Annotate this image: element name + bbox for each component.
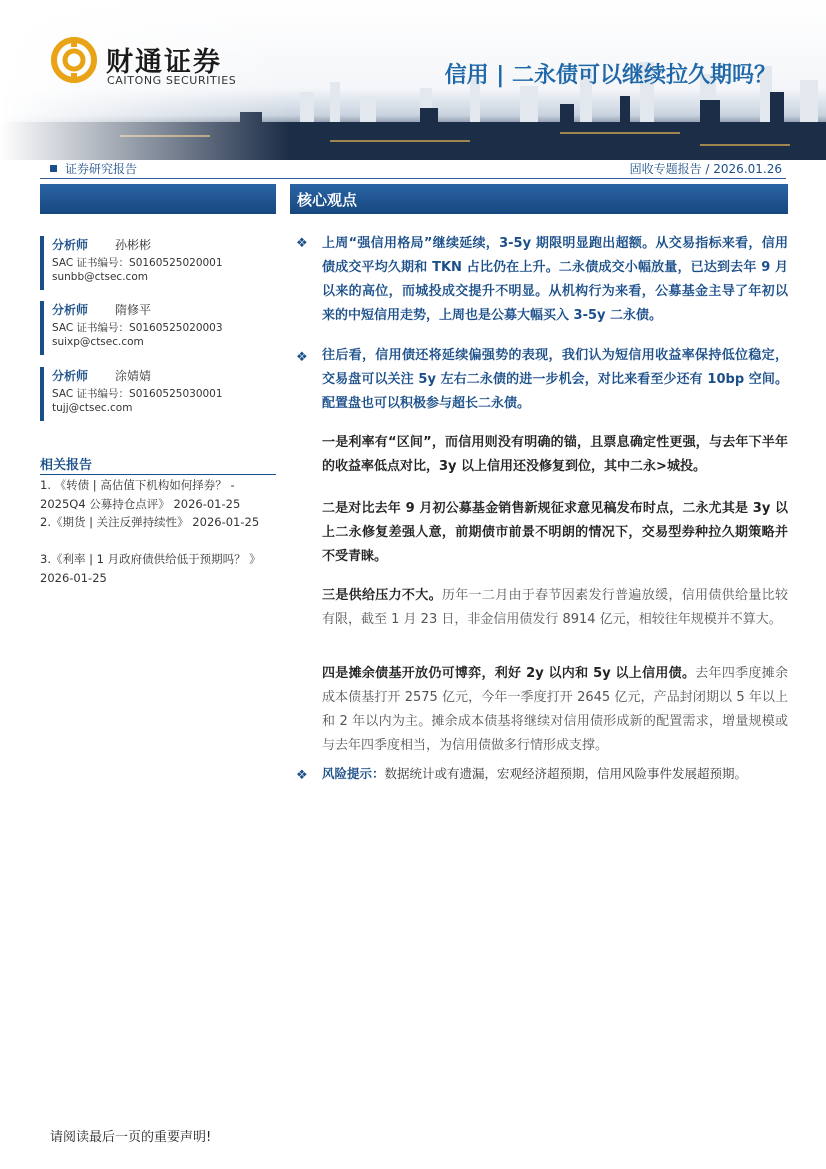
- reason-four-paragraph: [322, 662, 788, 758]
- risk-warning: [322, 762, 788, 786]
- analyst-cert: SAC 证书编号：S0160525020001: [52, 257, 223, 269]
- diamond-bullet-icon: ❖: [296, 768, 308, 783]
- related-reports-title: 相关报告: [40, 458, 93, 473]
- reason-one-paragraph: [322, 431, 788, 479]
- report-type-text: 证券研究报告: [65, 162, 138, 176]
- analyst-role: 分析师: [52, 238, 89, 252]
- header-divider: [40, 178, 786, 179]
- analyst-accent-bar: [40, 367, 44, 421]
- analyst-card: [40, 367, 276, 421]
- analyst-email[interactable]: sunbb@ctsec.com: [52, 271, 148, 283]
- logo-chinese-name: 财通证券: [106, 47, 222, 78]
- core-view-title: 核心观点: [297, 191, 358, 209]
- analyst-email[interactable]: suixp@ctsec.com: [52, 336, 144, 348]
- analyst-card: [40, 301, 276, 355]
- analyst-email[interactable]: tujj@ctsec.com: [52, 402, 133, 414]
- report-title: 信用 | 二永债可以继续拉久期吗？: [444, 63, 776, 88]
- diamond-bullet-icon: ❖: [296, 350, 308, 365]
- analyst-role: 分析师: [52, 303, 89, 317]
- company-logo: [50, 36, 250, 94]
- analyst-cert: SAC 证书编号：S0160525030001: [52, 388, 223, 400]
- related-report-item[interactable]: 2.《期货 | 关注反弹持续性》 2026-01-25: [40, 515, 260, 529]
- analyst-cert: SAC 证书编号：S0160525020003: [52, 322, 223, 334]
- analyst-accent-bar: [40, 236, 44, 290]
- caitong-logo-icon: [50, 36, 98, 84]
- analyst-name: 孙彬彬: [115, 238, 152, 252]
- analyst-role: 分析师: [52, 369, 89, 383]
- analyst-name: 隋修平: [115, 303, 152, 317]
- report-type-label: [50, 160, 137, 177]
- related-report-item[interactable]: 1. 《转债 | 高估值下机构如何择券？ - 2025Q4 公募持仓点评》 2026-01-25: [40, 478, 241, 511]
- core-view-bar: [290, 184, 788, 214]
- analyst-name: 涂婧婧: [115, 369, 152, 383]
- outlook-paragraph: 往后看，信用债还将延续偏强势的表现，我们认为短信用收益率保持低位稳定，交易盘可以关注 5y 左右二永债的进一步机会，对比来看至少还有 10bp 空间。配置盘也可以积极参与超长二永债。: [322, 348, 788, 411]
- disclaimer-footer: 请阅读最后一页的重要声明!: [50, 1130, 212, 1145]
- related-report-item[interactable]: 3.《利率 | 1 月政府债供给低于预期吗？ 》2026-01-25: [40, 552, 261, 585]
- reason-two-text: 二是对比去年 9 月初公募基金销售新规征求意见稿发布时点，二永尤其是 3y 以上二永修复差强人意，前期债市前景不明朗的情况下，交易型券种拉久期策略并不受青睐。: [322, 501, 788, 564]
- square-bullet-icon: [50, 165, 57, 172]
- analyst-card: [40, 236, 276, 290]
- analyst-accent-bar: [40, 301, 44, 355]
- report-category-date: 固收专题报告 / 2026.01.26: [629, 162, 782, 176]
- reason-three-text: 历年一二月由于春节因素发行普遍放缓，信用债供给量比较有限，截至 1 月 23 日，非金信用债发行 8914 亿元，相较往年规模并不算大。: [322, 588, 788, 627]
- reason-three-paragraph: [322, 584, 788, 632]
- reason-three-lead: 三是供给压力不大。: [322, 588, 442, 603]
- diamond-bullet-icon: ❖: [296, 236, 308, 251]
- related-reports-divider: [40, 474, 276, 475]
- reason-one-text: 一是利率有“区间”，而信用则没有明确的锚，且票息确定性更强，与去年下半年的收益率低点对比，3y 以上信用还没修复到位，其中二永>城投。: [322, 435, 788, 474]
- reason-four-lead: 四是摊余债基开放仍可博弈，利好 2y 以内和 5y 以上信用债。: [322, 666, 696, 681]
- risk-text: 数据统计或有遗漏，宏观经济超预期，信用风险事件发展超预期。: [384, 766, 748, 781]
- page-header: [0, 0, 826, 160]
- reason-two-paragraph: [322, 497, 788, 569]
- risk-label: 风险提示：: [322, 766, 385, 781]
- sidebar-header-bar: [40, 184, 276, 214]
- reason-four-text: 去年四季度摊余成本债基打开 2575 亿元，今年一季度打开 2645 亿元，产品封闭期以 5 年以上和 2 年以内为主。摊余成本债基将继续对信用债形成新的配置需求，增量规模或与去年四季度相当，为信用债做多行情形成支撑。: [322, 666, 788, 753]
- summary-paragraph: 上周“强信用格局”继续延续，3-5y 期限明显跑出超额。从交易指标来看，信用债成交平均久期和 TKN 占比仍在上升。二永债成交小幅放量，已达到去年 9 月以来的高位，而城投成交提升不明显。从机构行为来看，公募基金主导了年初以来的中短信用走势，上周也是公募大幅买入 3-5y 二永债。: [322, 236, 788, 323]
- logo-english-name: CAITONG SECURITIES: [107, 74, 237, 87]
